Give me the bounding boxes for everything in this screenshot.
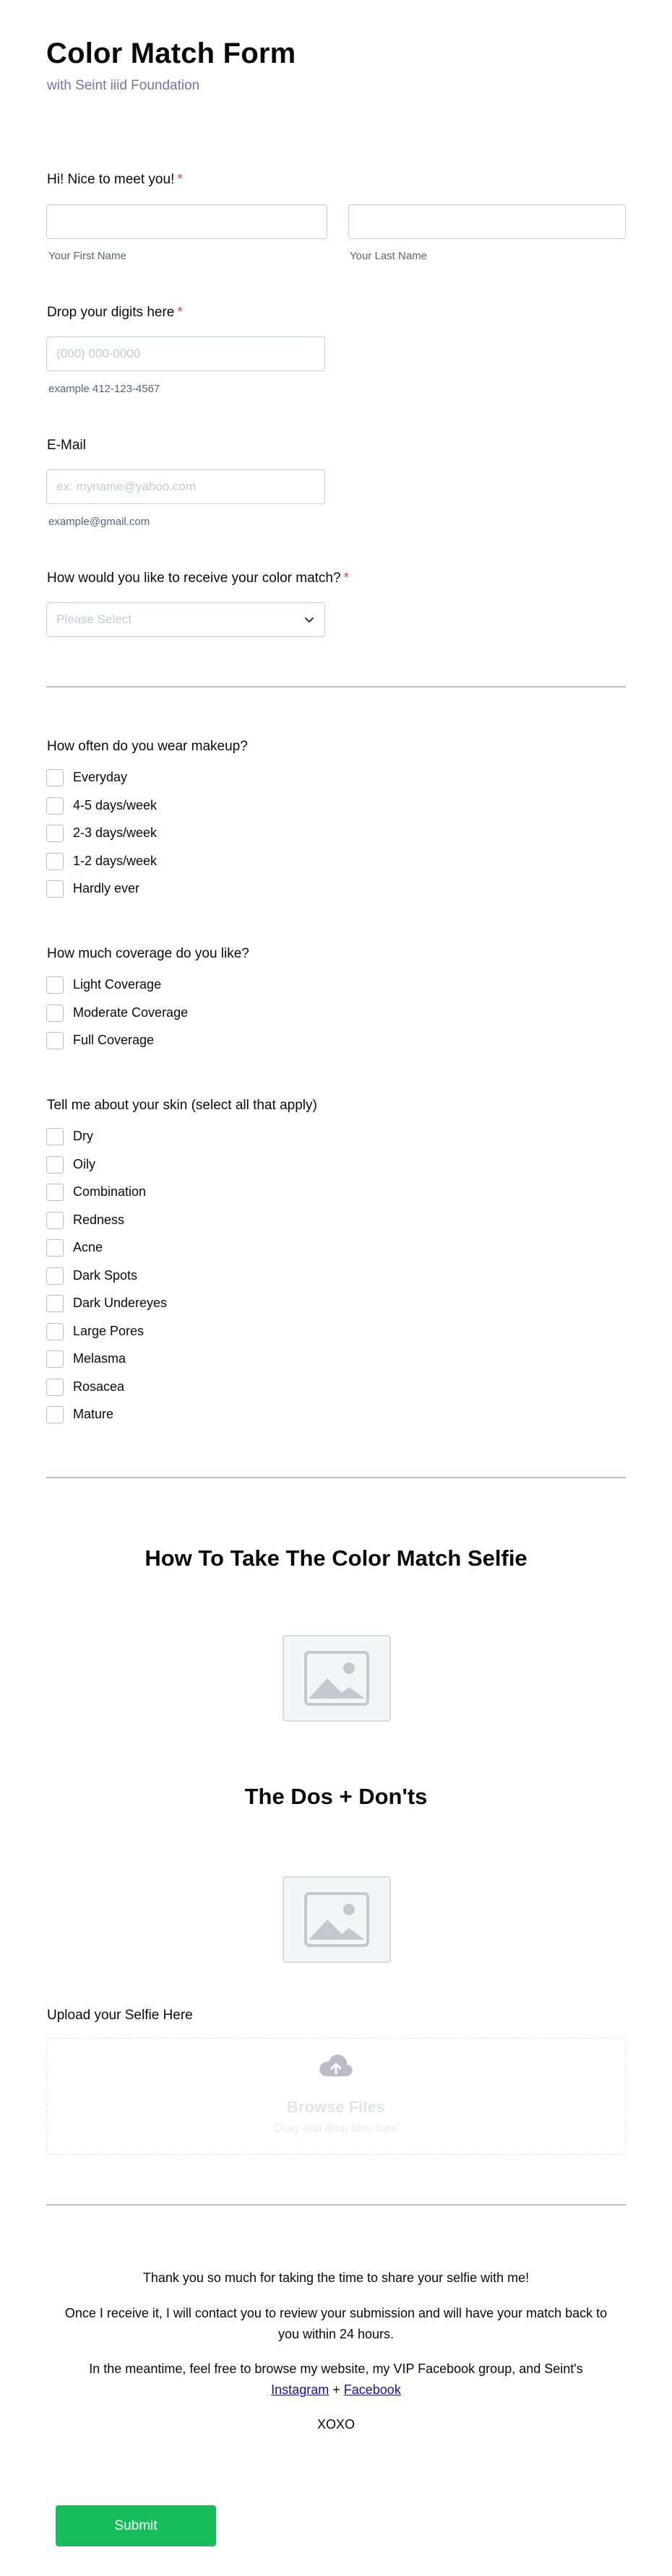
thanks-text: Thank you so much for taking the time to share your selfie with me! (142, 2271, 530, 2285)
file-upload-dropzone[interactable] (46, 2038, 626, 2155)
delivery-label-text: How would you like to receive your color match? (47, 571, 341, 586)
skin-option-label: Melasma (73, 1351, 126, 1366)
makeup-frequency-option-label: 1-2 days/week (73, 853, 158, 868)
skin-option-label: Mature (73, 1407, 114, 1421)
skin-option-label: Oily (73, 1156, 95, 1171)
delivery-selected-value: Please Select (56, 612, 132, 626)
coverage-option-label: Light Coverage (73, 977, 162, 992)
checkbox[interactable] (46, 1239, 64, 1257)
browse-text-prefix: In the meantime, feel free to browse my website, my VIP Facebook group, and Seint's (89, 2362, 583, 2376)
checkbox[interactable] (46, 1295, 64, 1312)
phone-input[interactable] (46, 337, 325, 371)
checkbox[interactable] (46, 880, 64, 898)
checkbox[interactable] (46, 1379, 64, 1396)
skin-option-label: Large Pores (73, 1323, 145, 1338)
skin-option-label: Dark Spots (73, 1267, 138, 1283)
image-placeholder-icon (304, 1892, 369, 1947)
selfie-guide-image (283, 1635, 391, 1722)
makeup-frequency-option-label: Hardly ever (73, 881, 140, 895)
checkbox[interactable] (46, 769, 64, 786)
delivery-label (47, 571, 349, 586)
email-sublabel: example@gmail.com (48, 516, 150, 528)
facebook-link[interactable]: Facebook (343, 2382, 401, 2397)
checkbox[interactable] (46, 1156, 64, 1174)
checkbox[interactable] (46, 1323, 64, 1340)
skin-option-label: Dry (73, 1129, 93, 1143)
checkbox[interactable] (46, 1406, 64, 1423)
coverage-option-label: Moderate Coverage (73, 1005, 189, 1020)
checkbox[interactable] (46, 853, 64, 870)
email-label: E-Mail (47, 438, 86, 453)
skin-label: Tell me about your skin (select all that apply) (47, 1098, 317, 1113)
required-mark: * (343, 571, 349, 586)
chevron-down-icon (303, 613, 316, 626)
skin-option-label: Redness (73, 1212, 125, 1227)
checkbox[interactable] (46, 825, 64, 842)
makeup-frequency-label: How often do you wear makeup? (47, 739, 248, 754)
required-mark: * (177, 172, 183, 187)
makeup-frequency-option-label: Everyday (73, 770, 128, 784)
checkbox[interactable] (46, 1184, 64, 1201)
checkbox[interactable] (46, 1128, 64, 1145)
phone-placeholder: (000) 000-0000 (56, 347, 141, 360)
skin-option-label: Combination (73, 1184, 147, 1199)
name-label-text: Hi! Nice to meet you! (47, 172, 175, 187)
checkbox[interactable] (46, 1267, 64, 1285)
browse-files-button[interactable]: Browse Files (287, 2098, 385, 2116)
upload-label: Upload your Selfie Here (47, 2008, 193, 2023)
drag-drop-hint: Drag and drop files here (274, 2122, 398, 2135)
section-divider (46, 2204, 626, 2206)
section-divider (46, 686, 626, 688)
submit-button[interactable]: Submit (56, 2505, 216, 2546)
skin-option-label: Acne (73, 1240, 103, 1254)
selfie-heading: How To Take The Color Match Selfie (145, 1545, 527, 1571)
checkbox[interactable] (46, 1032, 64, 1049)
instagram-link[interactable]: Instagram (271, 2382, 329, 2397)
coverage-option-label: Full Coverage (73, 1033, 155, 1047)
link-separator: + (332, 2382, 340, 2397)
skin-option-label: Dark Undereyes (73, 1296, 168, 1310)
name-label (47, 172, 183, 188)
first-name-sublabel: Your First Name (48, 250, 126, 262)
checkbox[interactable] (46, 1005, 64, 1022)
cloud-upload-icon (317, 2050, 355, 2082)
checkbox[interactable] (46, 797, 64, 815)
delivery-select[interactable] (46, 602, 325, 637)
contact-text: Once I receive it, I will contact you to review your submission and will have your match back to you within 24 hours. (64, 2306, 608, 2341)
checkbox[interactable] (46, 1212, 64, 1229)
email-placeholder: ex: myname@yahoo.com (56, 480, 197, 493)
last-name-sublabel: Your Last Name (350, 250, 428, 262)
last-name-input[interactable] (348, 204, 626, 239)
dos-donts-image (283, 1876, 391, 1963)
skin-option-label: Rosacea (73, 1379, 125, 1394)
checkbox[interactable] (46, 976, 64, 994)
required-mark: * (177, 305, 183, 320)
signoff-text: XOXO (316, 2417, 355, 2432)
form-title: Color Match Form (46, 38, 296, 69)
image-placeholder-icon (304, 1651, 369, 1706)
first-name-input[interactable] (46, 204, 327, 239)
section-divider (46, 1477, 626, 1478)
coverage-label: How much coverage do you like? (47, 946, 249, 961)
dos-donts-heading: The Dos + Don'ts (244, 1784, 428, 1809)
phone-sublabel: example 412-123-4567 (48, 383, 160, 395)
phone-label (47, 305, 183, 321)
form-subtitle: with Seint iiid Foundation (47, 78, 200, 93)
email-input[interactable] (46, 469, 325, 504)
checkbox[interactable] (46, 1350, 64, 1368)
browse-text (58, 2359, 614, 2401)
phone-label-text: Drop your digits here (47, 305, 175, 320)
makeup-frequency-option-label: 4-5 days/week (73, 797, 158, 812)
makeup-frequency-option-label: 2-3 days/week (73, 825, 158, 840)
